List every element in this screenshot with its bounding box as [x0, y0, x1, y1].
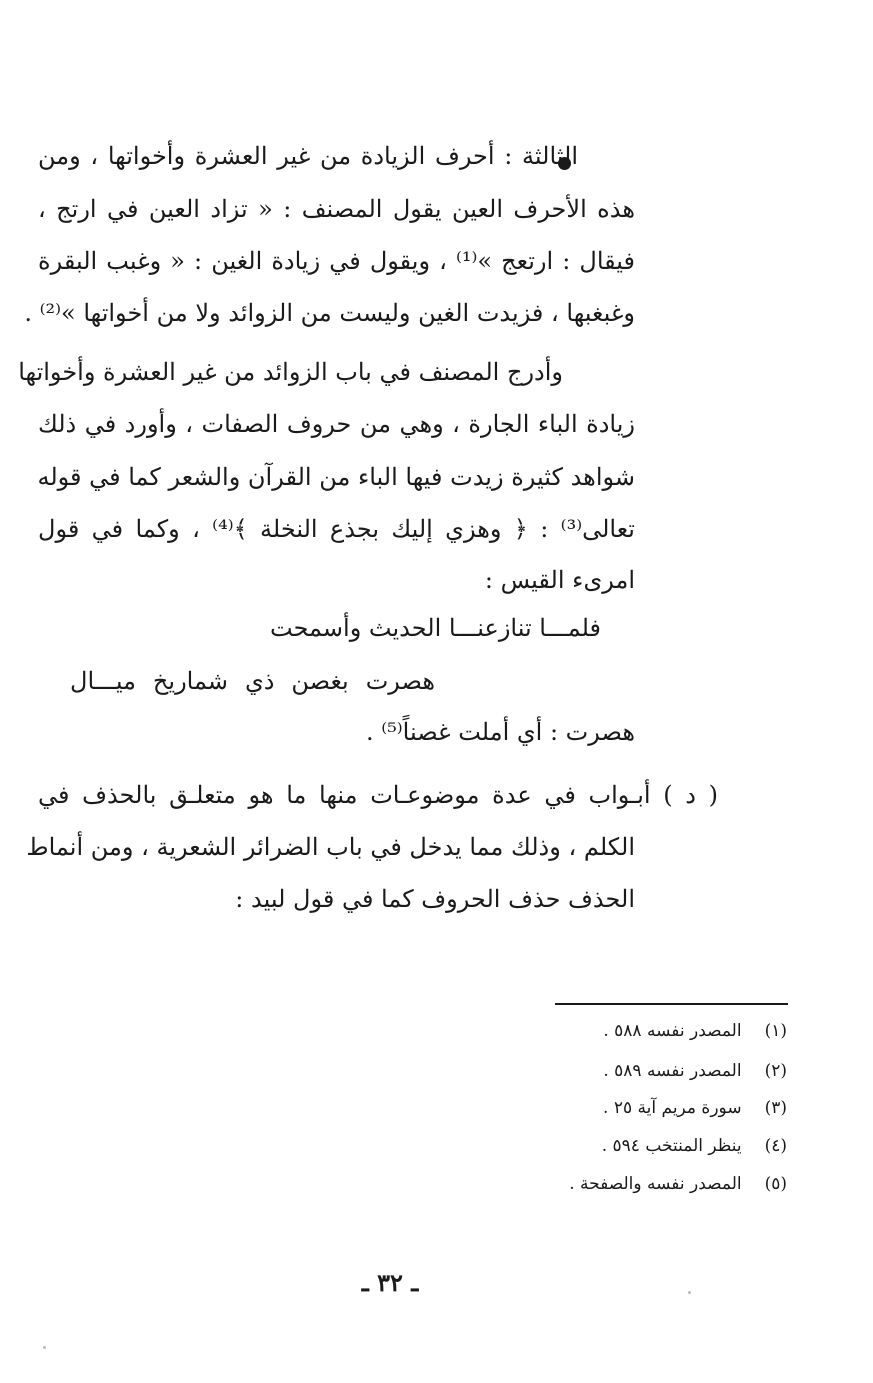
body-line-2: هذه الأحرف العين يقول المصنف : « تزاد العين في ارتج ، — [38, 195, 635, 223]
footnote-separator — [555, 1003, 788, 1005]
body-line-1: الثالثة : أحرف الزيادة من غير العشرة وأخواتها ، ومن — [38, 142, 578, 170]
body-line-7: شواهد كثيرة زيدت فيها الباء من القرآن والشعر كما في قوله — [37, 463, 635, 491]
footnote-number: (٢) — [764, 1061, 787, 1081]
body-line-14: الكلم ، وذلك مما يدخل في باب الضرائر الشعرية ، ومن أنماط — [26, 833, 635, 861]
footnote-number: (٥) — [764, 1174, 787, 1194]
body-line-9: امرىء القيس : — [484, 566, 635, 594]
scan-speck — [43, 1346, 46, 1349]
footnote-text: المصدر نفسه والصفحة . — [569, 1174, 742, 1194]
footnote-2 — [603, 1059, 787, 1083]
body-line-13: ( د ) أبـواب في عدة موضوعـات منها ما هو متعلـق بالحذف في — [38, 781, 718, 809]
scan-speck — [688, 1291, 691, 1294]
footnote-number: (٤) — [764, 1136, 787, 1156]
body-line-3: فيقال : ارتعج »⁽¹⁾ ، ويقول في زيادة الغين : « وغبب البقرة — [38, 247, 635, 275]
footnote-3 — [603, 1096, 787, 1120]
footnote-number: (١) — [764, 1021, 787, 1041]
footnote-5 — [569, 1172, 787, 1196]
footnote-text: سورة مريم آية ٢٥ . — [603, 1098, 742, 1118]
body-line-4: وغبغبها ، فزيدت الغين وليست من الزوائد ولا من أخواتها »⁽²⁾ . — [24, 299, 635, 327]
body-line-15: الحذف حذف الحروف كما في قول لبيد : — [235, 885, 635, 913]
footnote-1 — [603, 1019, 787, 1043]
body-line-5: وأدرج المصنف في باب الزوائد من غير العشرة وأخواتها — [18, 358, 563, 386]
body-line-6: زيادة الباء الجارة ، وهي من حروف الصفات ، وأورد في ذلك — [38, 410, 635, 438]
page-number: ـ ٣٢ ـ — [361, 1268, 419, 1297]
footnote-text: المصدر نفسه ٥٨٨ . — [603, 1021, 742, 1041]
poem-verse-first-half: فلمـــا تنازعنـــا الحديث وأسمحت — [270, 614, 601, 642]
body-line-8: تعالى⁽³⁾ : ﴿ وهزي إليك بجذع النخلة ﴾⁽⁴⁾ ، وكما في قول — [38, 515, 635, 543]
body-line-12: هصرت : أي أملت غصناً⁽⁵⁾ . — [366, 718, 635, 746]
footnote-text: ينظر المنتخب ٥٩٤ . — [601, 1136, 742, 1156]
footnote-number: (٣) — [764, 1098, 787, 1118]
poem-verse-second-half: هصرت بغصن ذي شماريخ ميـــال — [70, 667, 435, 695]
footnote-text: المصدر نفسه ٥٨٩ . — [603, 1061, 742, 1081]
footnote-4 — [602, 1134, 787, 1158]
